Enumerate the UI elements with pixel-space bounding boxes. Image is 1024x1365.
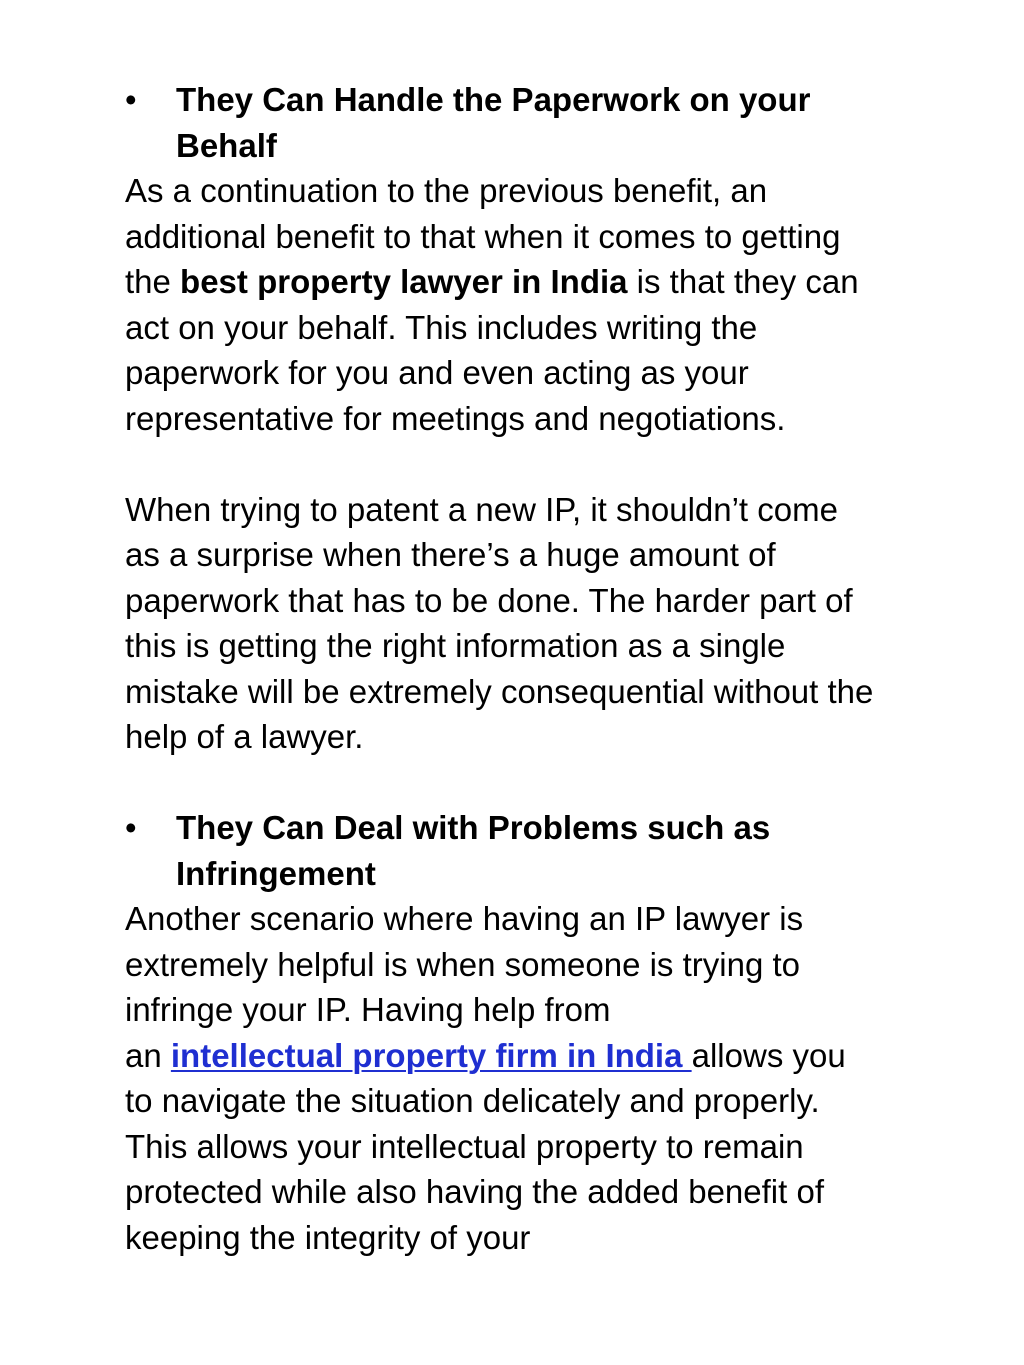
paragraph-text: Another scenario where having an IP lawyer is extremely helpful is when someone is trying to infringe your IP. Having help from: [125, 900, 804, 1028]
bullet-point: •: [125, 809, 137, 846]
heading-text: They Can Deal with Problems such as Infringement: [176, 809, 771, 892]
paragraph-spacer: [125, 760, 875, 806]
section-heading-infringement: [125, 805, 875, 896]
paragraph-text: is that they can act on your behalf. This includes writing the paperwork for you and even acting as your representative for meetings and negotiations.: [125, 263, 859, 437]
heading-text: They Can Handle the Paperwork on your Behalf: [176, 81, 811, 164]
paragraph-act-on-behalf: [125, 168, 875, 441]
paragraph-text: allows you to navigate the situation delicately and properly. This allows your intellectual property to remain protected while also having the added benefit of keeping the integrity of your: [125, 1036, 846, 1256]
intellectual-property-firm-link[interactable]: intellectual property firm in India: [170, 1036, 692, 1074]
bullet-point: •: [125, 81, 137, 118]
paragraph-infringement: [125, 896, 875, 1260]
document-body: [125, 77, 875, 1260]
paragraph-text: an: [125, 1036, 171, 1074]
section-heading-paperwork: [125, 77, 875, 168]
bold-phrase: best property lawyer in India: [180, 263, 628, 300]
paragraph-spacer: [125, 441, 875, 487]
paragraph-patent-paperwork: When trying to patent a new IP, it shouldn’t come as a surprise when there’s a huge amount of paperwork that has to be done. The harder part of this is getting the right information as a single mistake will be extremely consequential without the help of a lawyer.: [125, 490, 874, 755]
paragraph-text: As a continuation to the previous benefit, an additional benefit to that when it comes to getting the: [125, 172, 841, 300]
